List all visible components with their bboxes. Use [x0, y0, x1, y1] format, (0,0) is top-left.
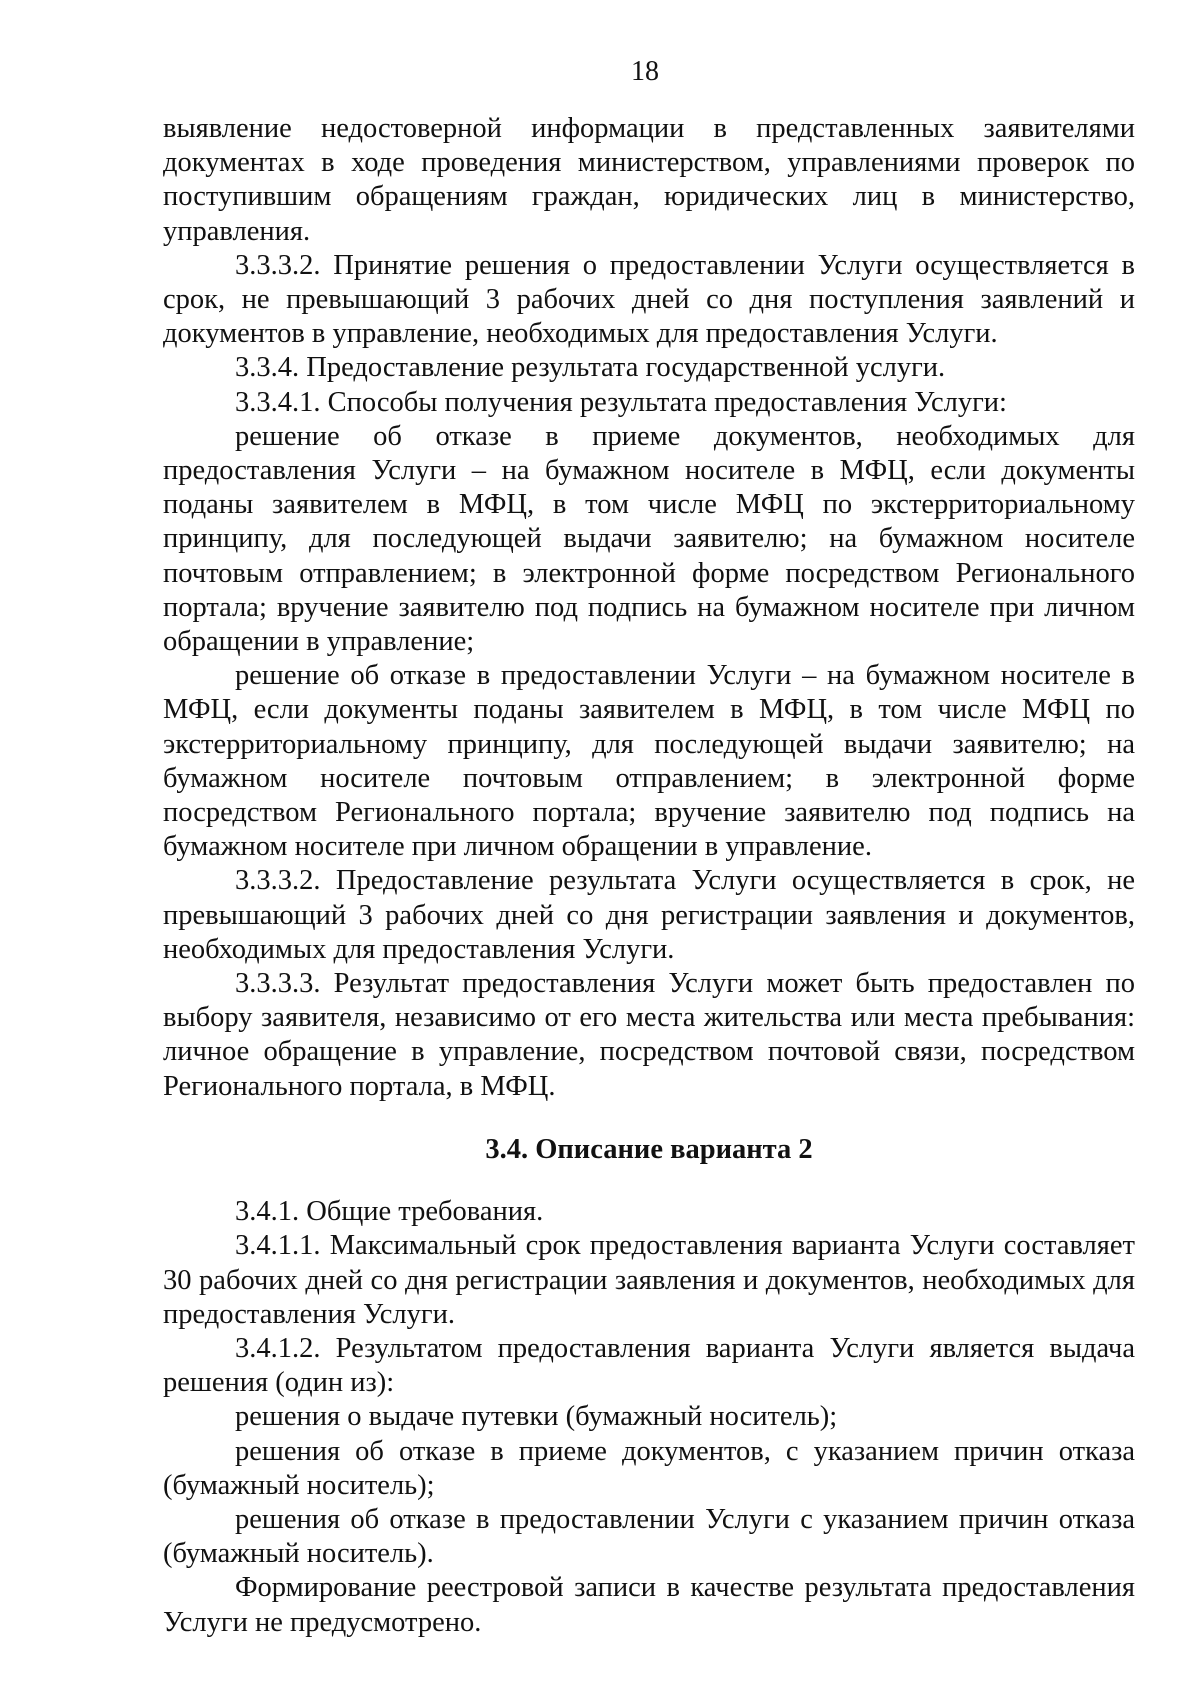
paragraph: 3.4.1.1. Максимальный срок предоставления варианта Услуги составляет 30 рабочих дней со дня регистрации заявления и документов, необходимых для предоставления Услуги. [163, 1230, 1135, 1330]
paragraph: 3.4.1. Общие требования. [235, 1196, 544, 1228]
section-heading: 3.4. Описание варианта 2 [485, 1133, 813, 1165]
paragraph: решения о выдаче путевки (бумажный носитель); [235, 1401, 838, 1433]
paragraph: решения об отказе в предоставлении Услуги с указанием причин отказа (бумажный носитель). [163, 1503, 1135, 1570]
paragraph: 3.3.4. Предоставление результата государственной услуги. [235, 352, 946, 384]
paragraph: Формирование реестровой записи в качестве результата предоставления Услуги не предусмотрено. [163, 1572, 1135, 1638]
paragraph: решения об отказе в приеме документов, с указанием причин отказа (бумажный носитель); [163, 1435, 1135, 1501]
paragraph: выявление недостоверной информации в представленных заявителями документах в ходе проведения министерством, управлениями проверок по поступившим обращениям граждан, юридических лиц в министерство, управления. [163, 113, 1135, 247]
paragraph: решение об отказе в предоставлении Услуги – на бумажном носителе в МФЦ, если документы поданы заявителем в МФЦ, в том числе МФЦ по экстерриториальному принципу, для последующей выдачи заявителю; на бумажном носителе почтовым отправлением; в электронной форме посредством Регионального портала; вручение заявителю под подпись на бумажном носителе при личном обращении в управление. [163, 660, 1135, 863]
paragraph: 3.3.3.2. Предоставление результата Услуги осуществляется в срок, не превышающий 3 рабочих дней со дня регистрации заявления и документов, необходимых для предоставления Услуги. [163, 865, 1135, 965]
document-body [163, 112, 1135, 1640]
paragraph: 3.4.1.2. Результатом предоставления варианта Услуги является выдача решения (один из): [163, 1332, 1135, 1399]
page-number: 18 [631, 56, 659, 87]
paragraphs-bottom [163, 1195, 1135, 1640]
paragraph: 3.3.3.3. Результат предоставления Услуги может быть предоставлен по выбору заявителя, независимо от его места жительства или места пребывания: личное обращение в управление, посредством почтовой связи, посредством Регионального портала, в МФЦ. [163, 968, 1135, 1102]
paragraph: 3.3.4.1. Способы получения результата предоставления Услуги: [235, 386, 1007, 418]
paragraphs-top [163, 112, 1135, 1104]
paragraph: решение об отказе в приеме документов, необходимых для предоставления Услуги – на бумажном носителе в МФЦ, если документы поданы заявителем в МФЦ, в том числе МФЦ по экстерриториальному принципу, для последующей выдачи заявителю; на бумажном носителе почтовым отправлением; в электронной форме посредством Регионального портала; вручение заявителю под подпись на бумажном носителе при личном обращении в управление; [163, 420, 1135, 658]
paragraph: 3.3.3.2. Принятие решения о предоставлении Услуги осуществляется в срок, не превышающий 3 рабочих дней со дня поступления заявлений и документов в управление, необходимых для предоставления Услуги. [163, 249, 1135, 350]
